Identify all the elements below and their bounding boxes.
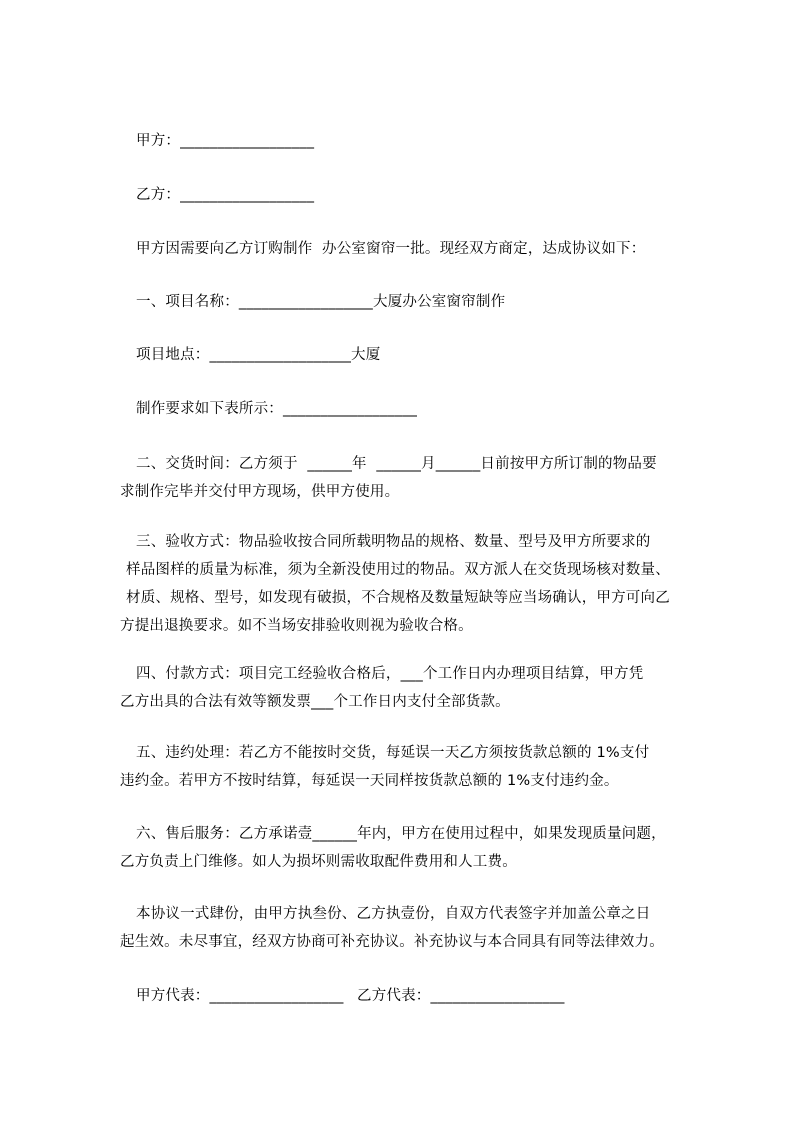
- closing-clause: [120, 900, 704, 956]
- acceptance-clause-line: 样品图样的质量为标准，须为全新没使用过的物品。双方派人在交货现场核对数量、: [126, 562, 670, 578]
- acceptance-clause-line: 三、验收方式：物品验收按合同所载明物品的规格、数量、型号及甲方所要求的: [136, 534, 651, 550]
- service-clause-line: 六、售后服务：乙方承诺壹______年内，甲方在使用过程中，如果发现质量问题，: [136, 826, 666, 842]
- acceptance-clause: [120, 528, 704, 640]
- party-a-line: 甲方：__________________: [136, 133, 315, 149]
- delivery-clause: [120, 450, 704, 506]
- service-clause-line: 乙方负责上门维修。如人为损坏则需收取配件费用和人工费。: [120, 854, 517, 870]
- payment-clause: [120, 660, 704, 716]
- closing-clause-line: 起生效。未尽事宜，经双方协商可补充协议。补充协议与本合同具有同等法律效力。: [120, 934, 664, 950]
- service-clause: [120, 820, 704, 876]
- requirements-line: 制作要求如下表所示：__________________: [136, 401, 418, 417]
- party-b-line: 乙方：__________________: [136, 187, 315, 203]
- acceptance-clause-line: 材质、规格、型号，如发现有破损，不合规格及数量短缺等应当场确认，甲方可向乙: [126, 590, 670, 606]
- closing-clause-line: 本协议一式肆份，由甲方执叁份、乙方执壹份，自双方代表签字并加盖公章之日: [136, 906, 651, 922]
- party-a-signature: 甲方代表：__________________: [136, 988, 344, 1004]
- intro-paragraph: 甲方因需要向乙方订购制作 办公室窗帘一批。现经双方商定，达成协议如下：: [136, 241, 646, 257]
- breach-clause-line: 违约金。若甲方不按时结算，每延误一天同样按货款总额的 1%支付违约金。: [120, 773, 619, 789]
- acceptance-clause-line: 方提出退换要求。如不当场安排验收则视为验收合格。: [120, 618, 473, 634]
- payment-clause-line: 四、付款方式：项目完工经验收合格后，___个工作日内办理项目结算，甲方凭: [136, 666, 644, 682]
- breach-clause: [120, 739, 704, 795]
- breach-clause-line: 五、违约处理：若乙方不能按时交货，每延误一天乙方须按货款总额的 1%支付: [136, 745, 650, 761]
- delivery-clause-line: 求制作完毕并交付甲方现场，供甲方使用。: [120, 484, 400, 500]
- item-name-line: 一、项目名称：__________________大厦办公室窗帘制作: [136, 294, 506, 310]
- delivery-clause-line: 二、交货时间：乙方须于 ______年 ______月______日前按甲方所订制的物品要: [136, 456, 657, 472]
- item-location-line: 项目地点：___________________大厦: [136, 347, 381, 363]
- party-b-signature: 乙方代表：__________________: [357, 988, 565, 1004]
- payment-clause-line: 乙方出具的合法有效等额发票___个工作日内支付全部货款。: [120, 694, 510, 710]
